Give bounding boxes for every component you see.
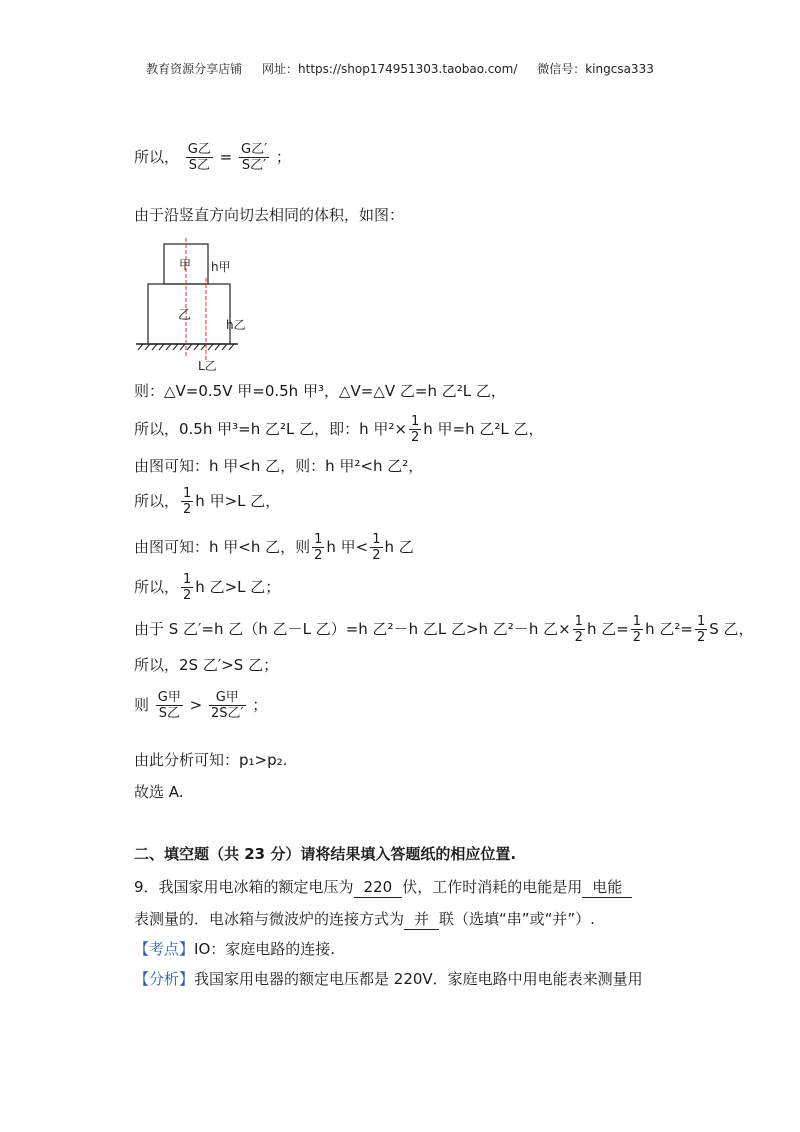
text: 所以，0.5h 甲³=h 乙²L 乙，即：h 甲²× <box>134 420 407 438</box>
numerator: 1 <box>632 614 642 629</box>
header-wechat: kingcsa333 <box>585 62 654 76</box>
label-h-yi: h乙 <box>226 318 246 332</box>
line-7 <box>134 532 414 563</box>
text: 由图可知：h 甲<h 乙，则 <box>134 538 311 556</box>
numerator: 1 <box>696 614 706 629</box>
denominator: 2 <box>183 588 192 603</box>
text: 联（选填“串”或“并”）. <box>439 910 595 928</box>
text: 9．我国家用电冰箱的额定电压为 <box>134 878 354 896</box>
cut-volume-diagram <box>134 238 254 373</box>
text: 所以， <box>134 578 180 596</box>
numerator: 1 <box>183 486 192 501</box>
fraction-half <box>573 614 585 645</box>
header-url[interactable]: https://shop174951303.taobao.com/ <box>298 62 518 76</box>
text: ； <box>275 148 291 166</box>
numerator: 1 <box>372 532 381 547</box>
line-5: 由图可知：h 甲<h 乙，则：h 甲²<h 乙²， <box>134 457 424 475</box>
text: h 乙 <box>384 538 414 556</box>
section-2-title: 二、填空题（共 23 分）请将结果填入答题纸的相应位置. <box>134 845 517 863</box>
denominator: S乙′ <box>239 157 269 173</box>
text: ； <box>252 696 268 714</box>
text: h 乙>L 乙； <box>195 578 281 596</box>
question-9-line-1 <box>134 877 632 898</box>
kaodian-tag: 【考点】 <box>134 940 195 958</box>
question-9-line-2 <box>134 909 595 930</box>
line-13: 故选 A. <box>134 783 184 801</box>
text: 由于 S 乙′=h 乙（h 乙－L 乙）=h 乙²－h 乙L 乙>h 乙²－h 乙× <box>134 620 571 638</box>
text: IO：家庭电路的连接. <box>194 940 336 958</box>
label-l-yi: L乙 <box>198 359 217 373</box>
line-2: 由于沿竖直方向切去相同的体积，如图： <box>134 206 405 224</box>
denominator: S乙 <box>186 157 213 173</box>
numerator: 1 <box>314 532 323 547</box>
denominator: S乙 <box>156 705 183 721</box>
denominator: 2 <box>183 502 192 517</box>
text: h 乙²= <box>645 620 693 638</box>
line-1 <box>134 142 291 173</box>
label-h-jia: h甲 <box>211 260 231 274</box>
fraction-half <box>370 532 382 563</box>
fraction <box>156 690 183 721</box>
greater-than: > <box>189 696 203 714</box>
kaodian-line <box>134 939 335 959</box>
text: h 甲=h 乙²L 乙， <box>423 420 544 438</box>
text: h 甲>L 乙， <box>195 492 281 510</box>
header-shop: 教育资源分享店铺 <box>146 62 243 76</box>
line-3: 则：△V=0.5V 甲=0.5h 甲³，△V=△V 乙=h 乙²L 乙， <box>134 382 506 400</box>
label-jia: 甲 <box>179 258 192 272</box>
denominator: 2 <box>574 630 583 645</box>
numerator: G甲 <box>215 690 239 705</box>
text: h 甲< <box>326 538 369 556</box>
denominator: 2S乙′ <box>211 706 244 721</box>
numerator: G乙′ <box>241 142 268 157</box>
header-wechat-label: 微信号： <box>537 62 586 76</box>
answer-blank-2: 电能 <box>582 877 632 898</box>
text: 我国家用电器的额定电压都是 220V．家庭电路中用电能表来测量用 <box>194 970 643 988</box>
denominator: 2 <box>696 630 706 645</box>
line-4 <box>134 414 544 445</box>
text: 表测量的．电冰箱与微波炉的连接方式为 <box>134 910 405 928</box>
text: 所以， <box>134 148 180 166</box>
text: h 乙= <box>586 620 629 638</box>
text: S 乙， <box>709 620 754 638</box>
line-8 <box>134 572 280 603</box>
line-6 <box>134 486 280 517</box>
page-header <box>0 60 800 77</box>
answer-blank-1: 220 <box>354 877 403 898</box>
label-yi: 乙 <box>178 308 192 323</box>
equals: = <box>219 148 233 166</box>
numerator: 1 <box>410 414 420 429</box>
numerator: G甲 <box>157 690 181 705</box>
fraction <box>209 690 245 721</box>
fraction-half <box>631 614 643 645</box>
fraction-half <box>695 614 707 645</box>
fraction <box>186 142 213 173</box>
header-url-label: 网址： <box>262 62 299 76</box>
text: 伏，工作时消耗的电能是用 <box>402 878 583 896</box>
fraction-half <box>181 486 193 517</box>
line-12: 由此分析可知：p₁>p₂. <box>134 751 288 769</box>
line-11 <box>134 690 267 721</box>
fenxi-line <box>134 969 643 989</box>
answer-blank-3: 并 <box>404 909 439 930</box>
denominator: 2 <box>410 430 420 445</box>
numerator: G乙 <box>187 142 211 157</box>
text: 则 <box>134 696 150 714</box>
fraction-half <box>409 414 421 445</box>
fraction-half <box>181 572 193 603</box>
denominator: 2 <box>372 548 381 563</box>
line-10: 所以，2S 乙′>S 乙； <box>134 656 279 674</box>
numerator: 1 <box>183 572 192 587</box>
text: 所以， <box>134 492 180 510</box>
numerator: 1 <box>574 614 583 629</box>
denominator: 2 <box>314 548 323 563</box>
fraction-half <box>312 532 324 563</box>
line-9 <box>134 614 754 645</box>
fraction <box>239 142 269 173</box>
denominator: 2 <box>632 630 642 645</box>
fenxi-tag: 【分析】 <box>134 970 195 988</box>
